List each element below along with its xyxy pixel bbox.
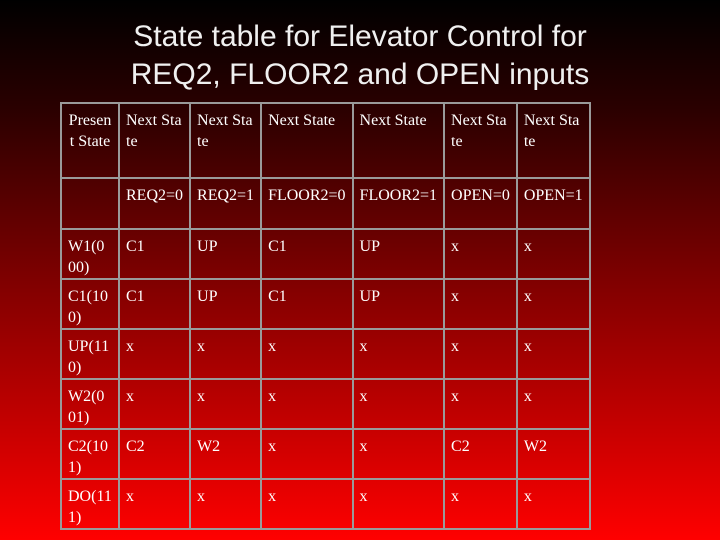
header-next-state: Next State [517, 103, 590, 178]
next-state-cell: C1 [119, 229, 190, 279]
next-state-cell: C1 [119, 279, 190, 329]
next-state-cell: W2 [517, 429, 590, 479]
table-row [61, 479, 590, 529]
subheader-floor2-0: FLOOR2=0 [261, 178, 352, 229]
next-state-cell: x [119, 329, 190, 379]
header-next-state: Next State [444, 103, 517, 178]
next-state-cell: C1 [261, 279, 352, 329]
next-state-cell: x [261, 429, 352, 479]
table-row [61, 429, 590, 479]
header-next-state: Next State [119, 103, 190, 178]
present-state-cell: W1(000) [61, 229, 119, 279]
next-state-cell: C2 [119, 429, 190, 479]
next-state-cell: x [119, 379, 190, 429]
table-row [61, 379, 590, 429]
next-state-cell: x [444, 479, 517, 529]
state-table [60, 102, 591, 530]
next-state-cell: C2 [444, 429, 517, 479]
next-state-cell: x [353, 329, 444, 379]
next-state-cell: x [444, 229, 517, 279]
next-state-cell: x [353, 479, 444, 529]
next-state-cell: W2 [190, 429, 261, 479]
next-state-cell: UP [190, 279, 261, 329]
next-state-cell: UP [353, 229, 444, 279]
title-line-1: State table for Elevator Control for [133, 20, 587, 53]
next-state-cell: x [444, 379, 517, 429]
next-state-cell: x [190, 329, 261, 379]
present-state-cell: UP(110) [61, 329, 119, 379]
title-line-2: REQ2, FLOOR2 and OPEN inputs [130, 58, 590, 91]
next-state-cell: C1 [261, 229, 352, 279]
next-state-cell: x [444, 329, 517, 379]
next-state-cell: x [190, 479, 261, 529]
subheader-floor2-1: FLOOR2=1 [353, 178, 444, 229]
next-state-cell: x [517, 229, 590, 279]
input-condition-row [61, 178, 590, 229]
present-state-cell: C2(101) [61, 429, 119, 479]
next-state-cell: x [444, 279, 517, 329]
next-state-cell: x [517, 329, 590, 379]
header-next-state: Next State [353, 103, 444, 178]
subheader-open-1: OPEN=1 [517, 178, 590, 229]
header-next-state: Next State [190, 103, 261, 178]
subheader-req2-1: REQ2=1 [190, 178, 261, 229]
next-state-cell: x [353, 379, 444, 429]
header-next-state: Next State [261, 103, 352, 178]
next-state-cell: x [190, 379, 261, 429]
table-row [61, 329, 590, 379]
header-row [61, 103, 590, 178]
next-state-cell: UP [190, 229, 261, 279]
slide-title [0, 18, 720, 94]
next-state-cell: x [353, 429, 444, 479]
next-state-cell: x [119, 479, 190, 529]
next-state-cell: UP [353, 279, 444, 329]
present-state-cell: W2(001) [61, 379, 119, 429]
present-state-cell: DO(111) [61, 479, 119, 529]
table-row [61, 229, 590, 279]
table-row [61, 279, 590, 329]
next-state-cell: x [517, 379, 590, 429]
next-state-cell: x [261, 479, 352, 529]
header-present-state: Present State [61, 103, 119, 178]
next-state-cell: x [517, 479, 590, 529]
next-state-cell: x [261, 379, 352, 429]
subheader-req2-0: REQ2=0 [119, 178, 190, 229]
next-state-cell: x [261, 329, 352, 379]
subheader-open-0: OPEN=0 [444, 178, 517, 229]
subheader-empty [61, 178, 119, 229]
next-state-cell: x [517, 279, 590, 329]
present-state-cell: C1(100) [61, 279, 119, 329]
